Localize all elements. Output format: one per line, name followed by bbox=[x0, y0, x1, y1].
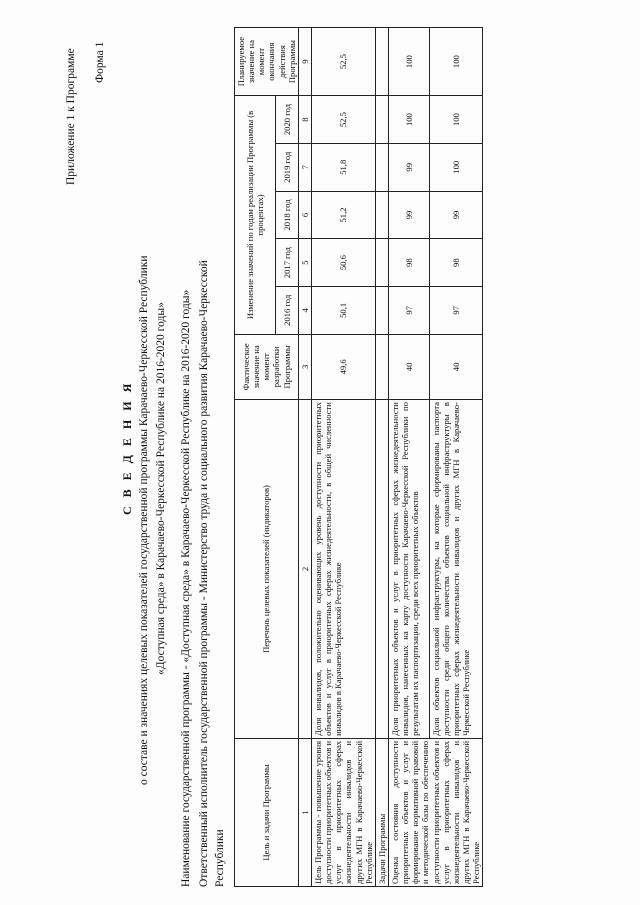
indicator-cell: Доля объектов социальной инфраструктуры, на которые сформированы паспорта доступности среди общего количества объектов социальной инфраструктуры в приоритетных сферах жизнедеятельности инвалидов и других МГН в Карачаево-Черкесской Республике bbox=[429, 400, 482, 739]
header-indicators: Перечень целевых показателей (индикаторов) bbox=[235, 400, 299, 739]
program-name: Наименование государственной программы - «Доступная среда» в Карачаево-Черкесской Республике на 2016-2020 годы» bbox=[180, 289, 192, 887]
col-number: 1 bbox=[298, 738, 311, 886]
header-year: 2020 год bbox=[275, 96, 298, 144]
header-year: 2019 год bbox=[275, 143, 298, 191]
appendix-label: Приложение 1 к Программе bbox=[65, 48, 77, 185]
value-cell: 97 bbox=[429, 286, 482, 334]
value-cell: 100 bbox=[429, 28, 482, 96]
value-cell: 40 bbox=[429, 334, 482, 399]
value-cell: 52,5 bbox=[311, 96, 375, 144]
value-cell: 51,8 bbox=[311, 143, 375, 191]
goal-cell: Цель Программы - повышение уровня доступности приоритетных объектов и услуг в приоритетных сферах жизнедеятельности инвалидов и других МГН в Карачаево-Черкесской Республике bbox=[311, 738, 375, 886]
col-number: 4 bbox=[298, 286, 311, 334]
col-number: 2 bbox=[298, 400, 311, 739]
form-label: Форма 1 bbox=[94, 41, 106, 83]
indicator-cell: Доля инвалидов, положительно оценивающих уровень доступности приоритетных объектов и услуг в приоритетных сферах жизнедеятельности, в общей численности инвалидов в Карачаево-Черкесской Республике bbox=[311, 400, 375, 739]
header-year: 2016 год bbox=[275, 286, 298, 334]
value-cell: 99 bbox=[429, 191, 482, 239]
value-cell: 100 bbox=[429, 96, 482, 144]
value-cell: 40 bbox=[388, 334, 429, 399]
value-cell: 100 bbox=[388, 96, 429, 144]
col-number: 8 bbox=[298, 96, 311, 144]
header-change: Изменение значений по годам реализации Программы (в процентах) bbox=[235, 96, 276, 334]
value-cell: 97 bbox=[388, 286, 429, 334]
indicators-table bbox=[234, 27, 483, 887]
col-number: 7 bbox=[298, 143, 311, 191]
header-year: 2017 год bbox=[275, 239, 298, 287]
col-number: 9 bbox=[298, 28, 311, 96]
value-cell: 99 bbox=[388, 191, 429, 239]
value-cell: 98 bbox=[388, 239, 429, 287]
executor-line-1: Ответственный исполнитель государственной программы - Министерство труда и социального развития Карачаево-Черкесской bbox=[198, 260, 210, 887]
col-number: 3 bbox=[298, 334, 311, 399]
document-title: С В Е Д Е Н И Я bbox=[120, 380, 134, 515]
task-cell: Оценка состояния доступности приоритетных объектов и услуг и формирование нормативной правовой и методической базы по обеспечению доступности приоритетных объектов и услуг в приоритетных сферах жизнедеятельности инвалидов и других МГН в Карачаево-Черкесской Республике bbox=[388, 738, 482, 886]
header-year: 2018 год bbox=[275, 191, 298, 239]
col-number: 5 bbox=[298, 239, 311, 287]
indicator-cell: Доля приоритетных объектов и услуг в приоритетных сферах жизнедеятельности инвалидов, нанесенных на карту доступности Карачаево-Черкесской Республики по результатам их паспортизации, среди всех приоритетных объектов bbox=[388, 400, 429, 739]
title-line-1: о составе и значениях целевых показателей государственной программы Карачаево-Черкесской Республики bbox=[138, 255, 150, 785]
value-cell: 50,6 bbox=[311, 239, 375, 287]
executor-line-2: Республики bbox=[214, 829, 226, 887]
value-cell: 50,1 bbox=[311, 286, 375, 334]
header-goal: Цель и задачи Программы bbox=[235, 738, 299, 886]
value-cell: 100 bbox=[388, 28, 429, 96]
header-planned: Планируемое значение на момент окончания действия Программы bbox=[235, 28, 299, 96]
value-cell: 52,5 bbox=[311, 28, 375, 96]
value-cell: 100 bbox=[429, 143, 482, 191]
value-cell: 98 bbox=[429, 239, 482, 287]
tasks-label: Задачи Программы bbox=[375, 738, 388, 886]
col-number: 6 bbox=[298, 191, 311, 239]
value-cell: 49,6 bbox=[311, 334, 375, 399]
value-cell: 51,2 bbox=[311, 191, 375, 239]
title-line-2: «Доступная среда» в Карачаево-Черкесской Республике на 2016-2020 годы» bbox=[155, 302, 167, 675]
value-cell: 99 bbox=[388, 143, 429, 191]
header-actual: Фактическое значение на момент разработки Программы bbox=[235, 334, 299, 399]
